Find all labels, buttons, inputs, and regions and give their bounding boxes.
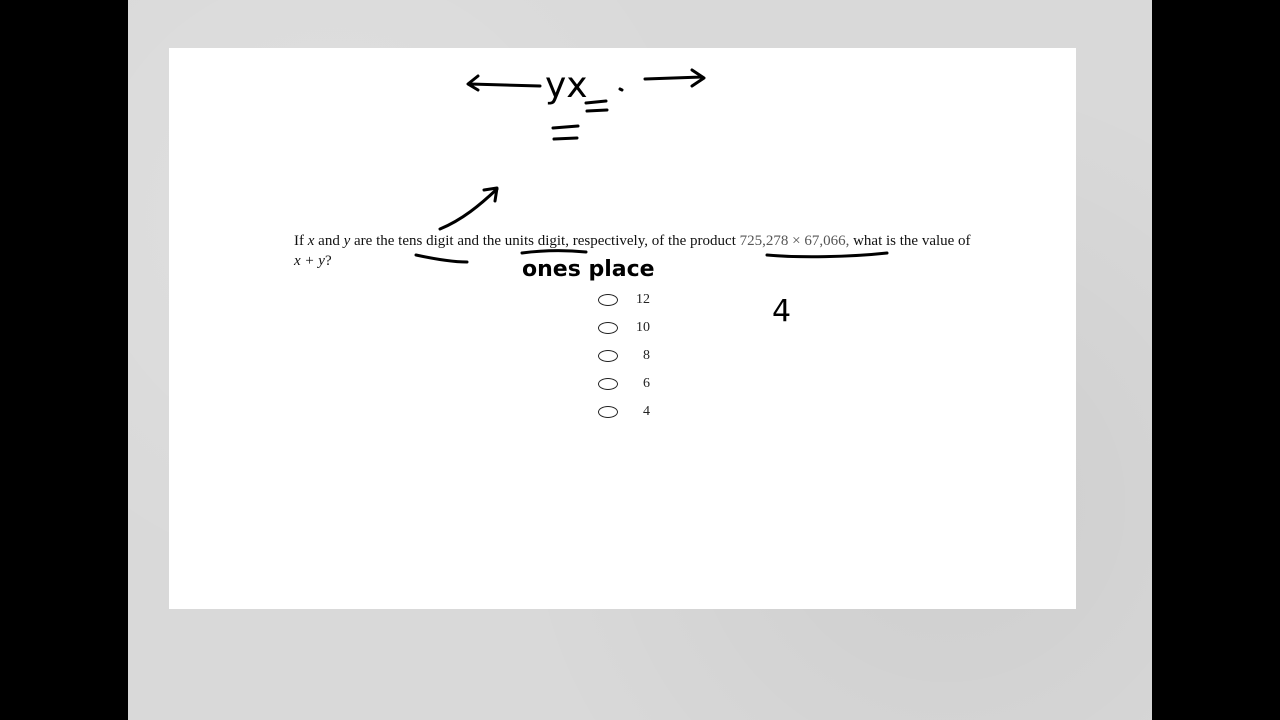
radio-bubble-icon[interactable] (598, 294, 618, 306)
answer-note: 4 (772, 294, 792, 329)
question-mark: ? (324, 253, 332, 269)
choice-label: 8 (643, 348, 650, 363)
choice-label: 6 (643, 376, 650, 391)
choice-label: 12 (636, 292, 650, 307)
question-part-4: what is the value of (853, 233, 971, 249)
answer-choice-8[interactable] (598, 346, 650, 366)
question-part-1: If (294, 233, 304, 249)
variable-x: x (307, 233, 315, 249)
question-part-3: are the tens digit and the units digit, respectively, of the product (354, 233, 736, 249)
question-text (294, 231, 974, 271)
sum-expression: x + y (294, 253, 325, 269)
ones-place-note: ones place (522, 257, 655, 282)
choice-label: 4 (643, 404, 650, 419)
radio-bubble-icon[interactable] (598, 378, 618, 390)
radio-bubble-icon[interactable] (598, 322, 618, 334)
answer-choices (598, 290, 650, 422)
answer-choice-12[interactable] (598, 290, 650, 310)
answer-choice-10[interactable] (598, 318, 650, 338)
radio-bubble-icon[interactable] (598, 406, 618, 418)
choice-label: 10 (636, 320, 650, 335)
variable-y: y (343, 233, 351, 249)
answer-choice-4[interactable] (598, 402, 650, 422)
answer-choice-6[interactable] (598, 374, 650, 394)
product-expression: 725,278 × 67,066, (739, 233, 850, 249)
question-part-2: and (318, 233, 340, 249)
radio-bubble-icon[interactable] (598, 350, 618, 362)
yx-handwriting: yx (545, 65, 588, 106)
